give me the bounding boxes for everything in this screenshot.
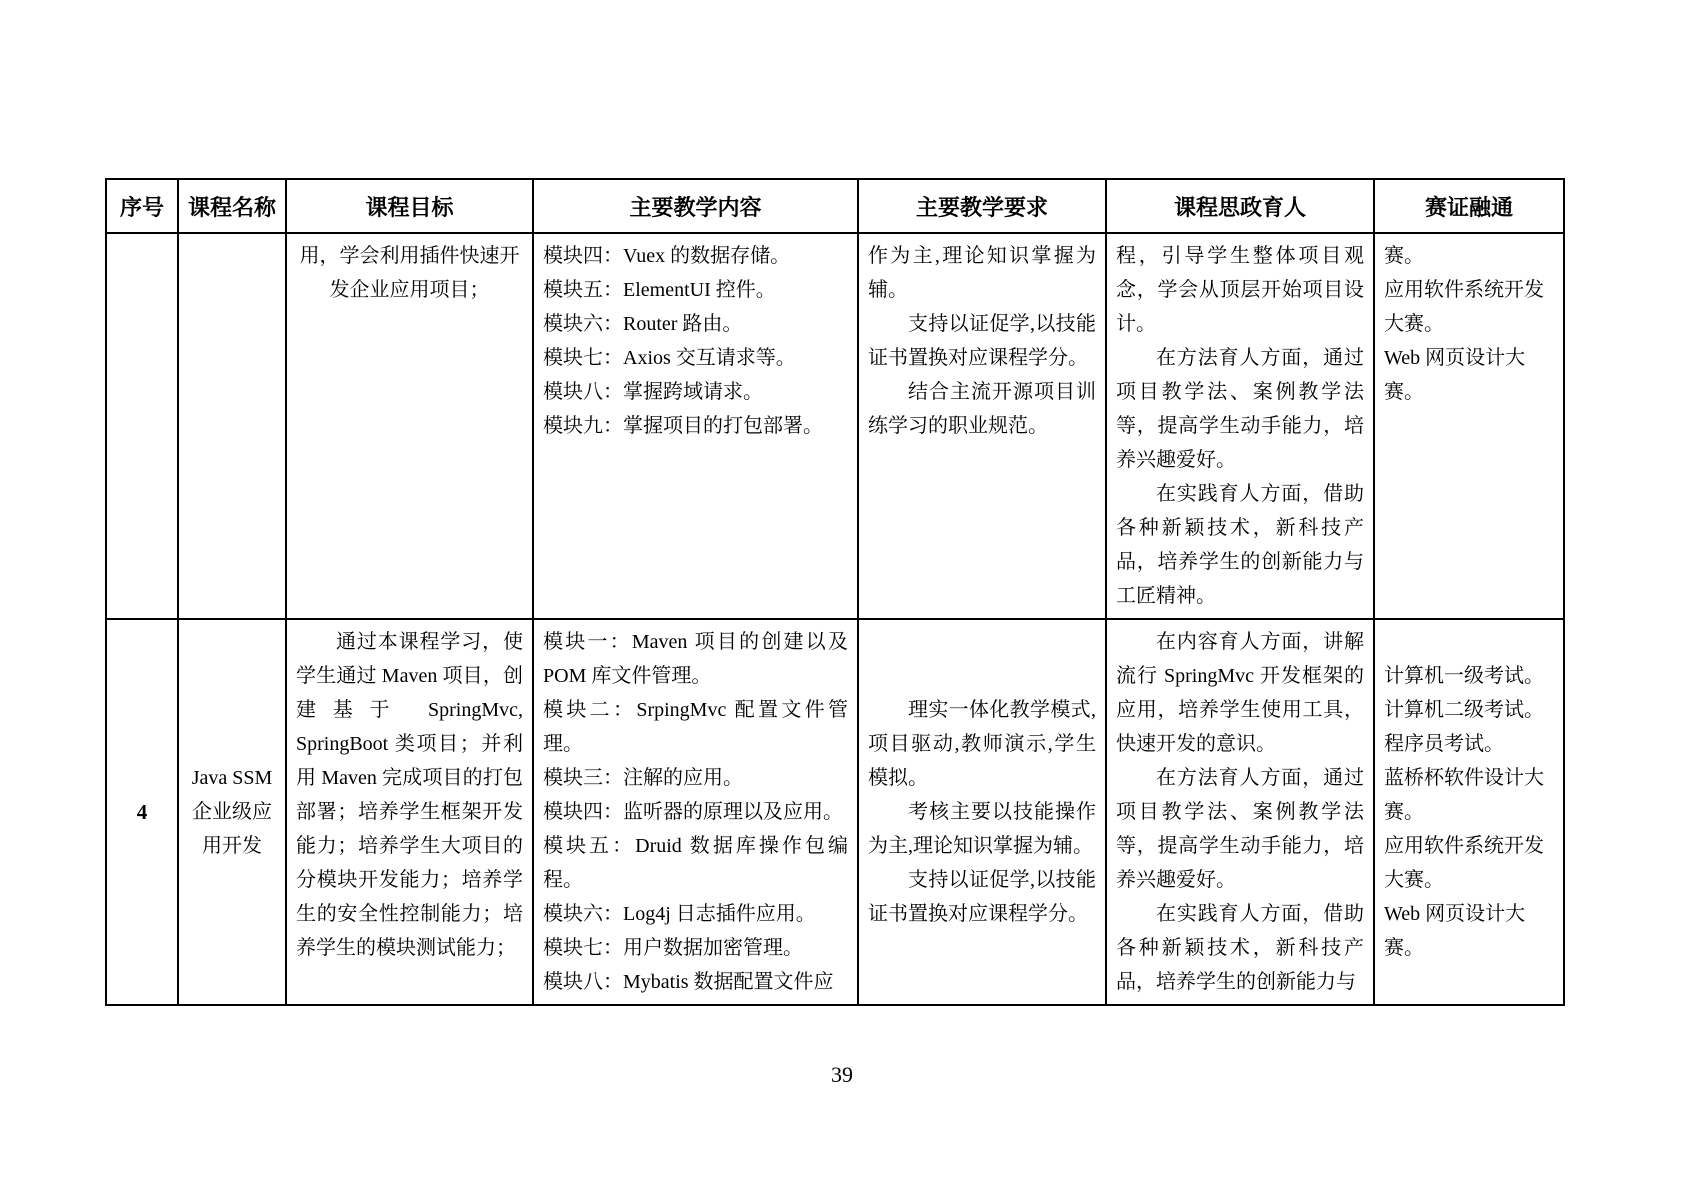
paragraph: 用，学会利用插件快速开发企业应用项目； [299, 245, 520, 301]
paragraph: 应用软件系统开发大赛。 [1384, 835, 1544, 891]
course-syllabus-table [105, 178, 1565, 1006]
page-number: 39 [831, 1062, 853, 1087]
paragraph: 结合主流开源项目训练学习的职业规范。 [868, 381, 1096, 437]
paragraph: 支持以证促学,以技能证书置换对应课程学分。 [868, 869, 1096, 925]
paragraph: 模块七：Axios 交互请求等。 [543, 347, 796, 369]
paragraph: 模块八：掌握跨域请求。 [543, 381, 763, 403]
paragraph: 模块四：监听器的原理以及应用。 [543, 801, 843, 823]
column-header-ideology: 课程思政育人 [1106, 179, 1374, 233]
paragraph: 支持以证促学,以技能证书置换对应课程学分。 [868, 313, 1096, 369]
cell-teaching-requirements [858, 233, 1106, 619]
paragraph: 在方法育人方面，通过项目教学法、案例教学法等，提高学生动手能力，培养兴趣爱好。 [1116, 767, 1364, 891]
paragraph: 模块八：Mybatis 数据配置文件应 [543, 971, 834, 993]
cell-competitions [1374, 619, 1564, 1005]
paragraph: 计算机二级考试。 [1384, 699, 1544, 721]
column-header-competitions: 赛证融通 [1374, 179, 1564, 233]
paragraph: 程序员考试。 [1384, 733, 1504, 755]
paragraph: 模块三：注解的应用。 [543, 767, 743, 789]
column-header-teaching-content: 主要教学内容 [533, 179, 858, 233]
paragraph: Web 网页设计大赛。 [1384, 903, 1526, 959]
paragraph: 程，引导学生整体项目观念，学会从顶层开始项目设计。 [1116, 245, 1364, 335]
paragraph: 在方法育人方面，通过项目教学法、案例教学法等，提高学生动手能力，培养兴趣爱好。 [1116, 347, 1364, 471]
cell-course-name [178, 233, 286, 619]
cell-teaching-requirements [858, 619, 1106, 1005]
paragraph: Web 网页设计大赛。 [1384, 347, 1526, 403]
paragraph: 模块二：SrpingMvc 配置文件管理。 [543, 699, 848, 755]
cell-course-name: Java SSM 企业级应用开发 [178, 619, 286, 1005]
paragraph: 作为主,理论知识掌握为辅。 [868, 245, 1096, 301]
paragraph: 模块六：Log4j 日志插件应用。 [543, 903, 816, 925]
paragraph: 模块四：Vuex 的数据存储。 [543, 245, 791, 267]
paragraph: 考核主要以技能操作为主,理论知识掌握为辅。 [868, 801, 1096, 857]
table-row-4 [106, 619, 1564, 1005]
paragraph: 模块五：Druid 数据库操作包编程。 [543, 835, 848, 891]
paragraph: 模块九：掌握项目的打包部署。 [543, 415, 823, 437]
column-header-course-name: 课程名称 [178, 179, 286, 233]
cell-teaching-content [533, 619, 858, 1005]
cell-ideology [1106, 233, 1374, 619]
cell-seq [106, 233, 178, 619]
cell-objectives [286, 619, 533, 1005]
table-row-continuation [106, 233, 1564, 619]
table-header-row [106, 179, 1564, 233]
paragraph: 通过本课程学习，使学生通过 Maven 项目，创建基于 SpringMvc, SpringBoot 类项目；并利用 Maven 完成项目的打包部署；培养学生框架开发能力；培养学生大项目的分模块开发能力；培养学生的安全性控制能力；培养学生的模块测试能力； [296, 631, 523, 959]
column-header-seq: 序号 [106, 179, 178, 233]
paragraph: 赛。 [1384, 245, 1424, 267]
column-header-objectives: 课程目标 [286, 179, 533, 233]
paragraph: 计算机一级考试。 [1384, 665, 1544, 687]
paragraph: 在内容育人方面，讲解流行 SpringMvc 开发框架的应用，培养学生使用工具，快速开发的意识。 [1116, 631, 1364, 755]
paragraph: 在实践育人方面，借助各种新颖技术，新科技产品，培养学生的创新能力与 [1116, 903, 1364, 993]
cell-seq: 4 [106, 619, 178, 1005]
cell-objectives [286, 233, 533, 619]
paragraph: 模块一：Maven 项目的创建以及 POM 库文件管理。 [543, 631, 848, 687]
paragraph: 理实一体化教学模式,项目驱动,教师演示,学生模拟。 [868, 699, 1096, 789]
cell-ideology [1106, 619, 1374, 1005]
cell-competitions [1374, 233, 1564, 619]
cell-teaching-content [533, 233, 858, 619]
paragraph: 模块六：Router 路由。 [543, 313, 743, 335]
paragraph: 应用软件系统开发大赛。 [1384, 279, 1544, 335]
paragraph: 模块五：ElementUI 控件。 [543, 279, 776, 301]
paragraph: 蓝桥杯软件设计大赛。 [1384, 767, 1544, 823]
paragraph: 模块七：用户数据加密管理。 [543, 937, 803, 959]
column-header-teaching-requirements: 主要教学要求 [858, 179, 1106, 233]
paragraph: 在实践育人方面，借助各种新颖技术，新科技产品，培养学生的创新能力与工匠精神。 [1116, 483, 1364, 607]
